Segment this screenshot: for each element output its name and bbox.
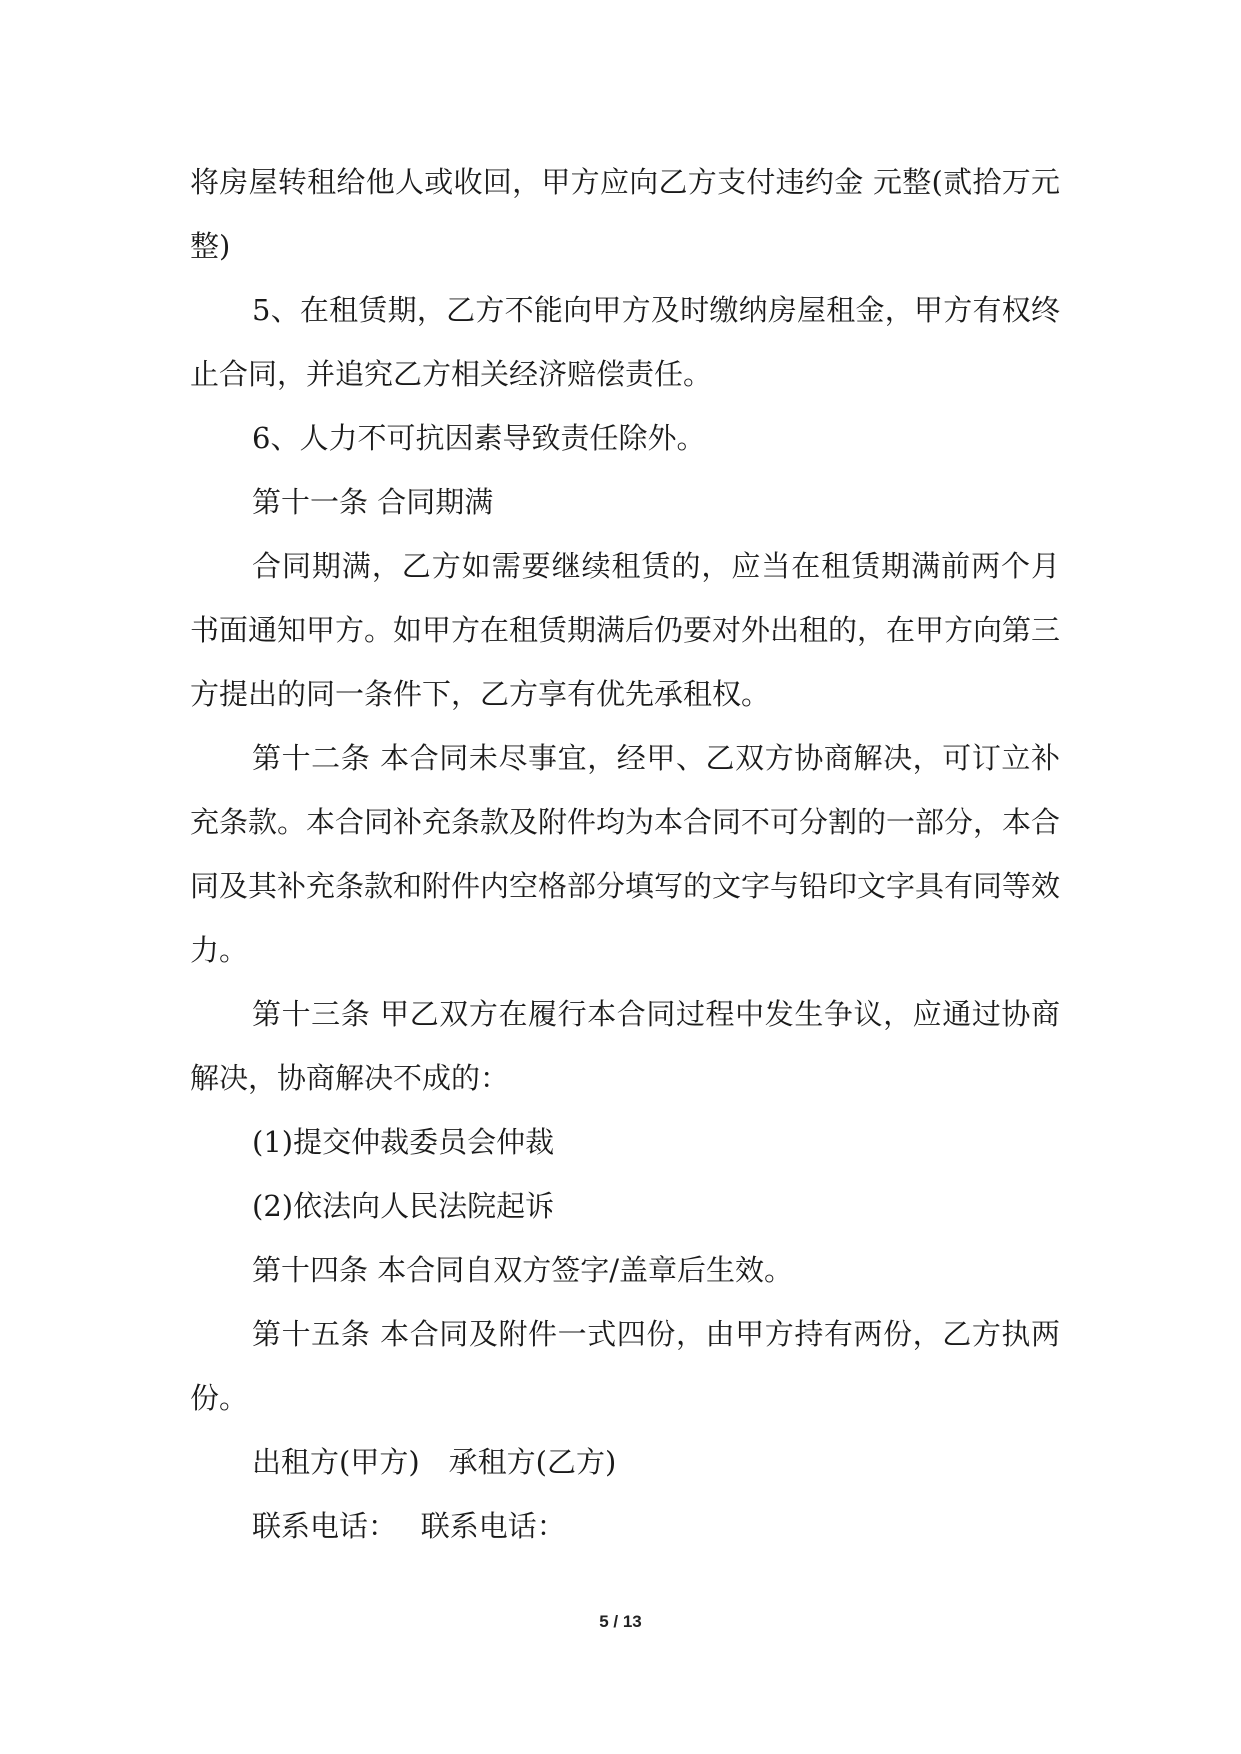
article-15: 第十五条 本合同及附件一式四份，由甲方持有两份，乙方执两份。	[190, 1317, 1060, 1415]
article-13: 第十三条 甲乙双方在履行本合同过程中发生争议，应通过协商解决，协商解决不成的：	[190, 997, 1060, 1095]
article-13-option-1: (1)提交仲裁委员会仲裁	[252, 1125, 555, 1159]
article-11-body: 合同期满，乙方如需要继续租赁的，应当在租赁期满前两个月书面通知甲方。如甲方在租赁期满后仍要对外出租的，在甲方向第三方提出的同一条件下，乙方享有优先承租权。	[190, 549, 1061, 711]
paragraph-clause-6: 6、人力不可抗因素导致责任除外。	[252, 421, 706, 455]
paragraph-clause-5: 5、在租赁期，乙方不能向甲方及时缴纳房屋租金，甲方有权终止合同，并追究乙方相关经济赔偿责任。	[190, 293, 1060, 391]
article-12: 第十二条 本合同未尽事宜，经甲、乙双方协商解决，可订立补充条款。本合同补充条款及附件均为本合同不可分割的一部分，本合同及其补充条款和附件内空格部分填写的文字与铅印文字具有同等效力。	[190, 741, 1061, 967]
contract-body	[190, 150, 1060, 1558]
article-13-option-2: (2)依法向人民法院起诉	[252, 1189, 555, 1223]
paragraph-continuation: 将房屋转租给他人或收回，甲方应向乙方支付违约金 元整(贰拾万元整)	[190, 165, 1060, 263]
page-number: 5 / 13	[599, 1612, 642, 1631]
article-11-heading: 第十一条 合同期满	[252, 485, 494, 519]
article-14: 第十四条 本合同自双方签字/盖章后生效。	[252, 1253, 793, 1287]
contact-phones: 联系电话： 联系电话：	[252, 1509, 566, 1543]
signature-parties: 出租方(甲方) 承租方(乙方)	[252, 1445, 617, 1479]
